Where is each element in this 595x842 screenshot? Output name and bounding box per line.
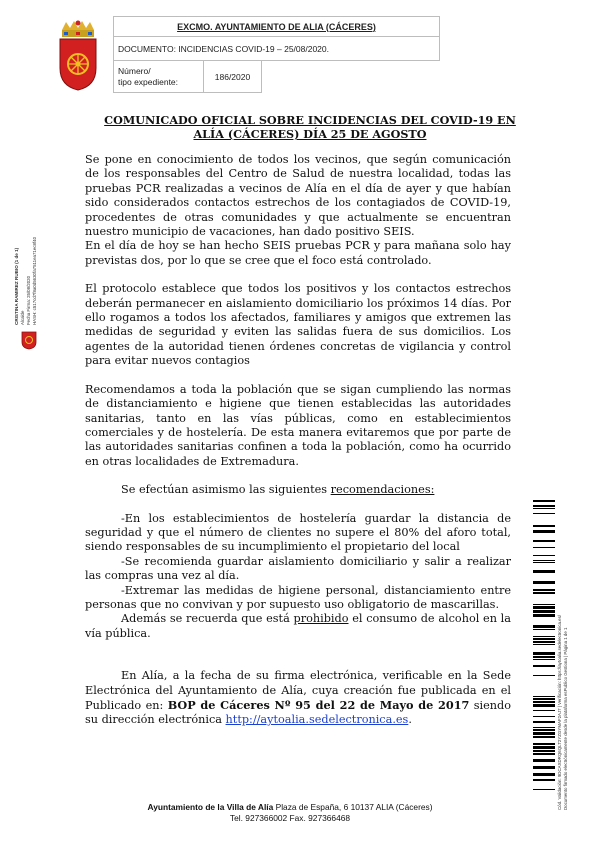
recommendations-word: recomendaciones: <box>330 483 435 497</box>
barcode-bar <box>533 652 555 655</box>
validation-platform: Documento firmado electrónicamente desde la plataforma esPublico Gestiona | Página 1 de 1 <box>563 627 568 810</box>
barcode-bar <box>533 625 555 628</box>
recommendation-1: -En los establecimientos de hostelería guardar la distancia de seguridad y que el número de clientes no supere el 80% del aforo total, siendo responsables de su incumplimiento el propietario del local <box>85 511 511 554</box>
barcode-bar <box>533 746 555 749</box>
barcode-bar <box>533 721 555 723</box>
barcode-bar <box>533 729 555 731</box>
header-title: EXCMO. AYUNTAMIENTO DE ALIA (CÁCERES) <box>114 17 440 37</box>
barcode-bar <box>533 500 555 502</box>
record-number-label-line1: Número/ <box>118 65 151 76</box>
barcode-bar <box>533 581 555 584</box>
barcode-bar <box>533 766 555 769</box>
barcode-bar <box>533 513 555 514</box>
document-field: DOCUMENTO: INCIDENCIAS COVID-19 – 25/08/2020. <box>114 37 440 61</box>
closing-paragraph: En Alía, a la fecha de su firma electrónica, verificable en la Sede Electrónica del Ayuntamiento de Alía, cuya creación fue publicada en el Publicado en: BOP de Cáceres Nº 95 del 22 de Mayo de 2017 siendo su dirección electrónica http://aytoalia.sedelectronica.es. <box>85 669 512 727</box>
paragraph-1: Se pone en conocimiento de todos los vecinos, que según comunicación de los responsables del Centro de Salud de nuestra localidad, todas las pruebas PCR realizadas a vecinos de Alía en el día de ayer y que habían sido considerados contactos estrechos de los contagiados de COVID-19, procedentes de otras comunidades y que actualmente se encuentran nuestro municipio de vacaciones, han dado positivo SEIS. <box>85 153 511 239</box>
signature-strip <box>14 155 54 325</box>
paragraph-4: Recomendamos a toda la población que se sigan cumpliendo las normas de distanciamiento e higiene que tienen establecidas las autoridades sanitarias, tanto en las vías públicas, como en establecimientos comerciales y de hostelería. De esta manera evitaremos que por parte de las autoridades sanitarias confinen a toda la población, como ha ocurrido en otras localidades de Extremadura. <box>85 382 511 468</box>
barcode-bar <box>533 704 555 707</box>
recommendation-2: -Se recomienda guardar aislamiento domiciliario y salir a realizar las compras una vez al día. <box>85 554 511 583</box>
signature-date: Fecha Firma: 25/08/2020 <box>26 275 31 325</box>
footer-org: Ayuntamiento de la Villa de Alía <box>147 802 274 812</box>
footer-address-line <box>90 802 490 813</box>
barcode-bar <box>533 732 555 735</box>
barcode <box>533 500 555 790</box>
barcode-bar <box>533 753 555 755</box>
signature-seal-icon <box>20 330 38 350</box>
footer-contact: Tel. 927366002 Fax. 927366468 <box>229 813 351 823</box>
record-number-label <box>114 61 204 93</box>
recommendations-intro: Se efectúan asimismo las siguientes recomendaciones: <box>121 483 435 497</box>
sede-link[interactable]: http://aytoalia.sedelectronica.es <box>225 713 409 727</box>
bop-reference: BOP de Cáceres Nº 95 del 22 de Mayo de 2017 <box>167 698 470 712</box>
barcode-bar <box>533 659 555 660</box>
header-table <box>113 16 440 93</box>
title-line-1: COMUNICADO OFICIAL SOBRE INCIDENCIAS DEL COVID-19 EN <box>104 113 516 127</box>
barcode-bar <box>533 636 555 637</box>
signature-hash: HASH: c517cd7f8a0d5630fa7511ea71ec8f40 <box>32 236 37 325</box>
barcode-bar <box>533 701 555 703</box>
barcode-bar <box>533 638 555 640</box>
barcode-bar <box>533 750 555 752</box>
validation-strip <box>557 520 587 810</box>
paragraph-2: En el día de hoy se han hecho SEIS pruebas PCR y para mañana solo hay previstas dos, por lo que se cree que el foco está controlado. <box>85 239 511 267</box>
barcode-bar <box>533 710 555 711</box>
footer-address: Plaza de España, 6 10137 ALIA (Cáceres) <box>273 802 433 812</box>
signer-name: CRISTINA RAMIREZ RUBIO (1 de 1) <box>14 247 19 325</box>
coat-of-arms-logo <box>52 20 104 92</box>
barcode-bar <box>533 779 555 781</box>
barcode-bar <box>533 570 555 573</box>
page-footer <box>90 802 490 824</box>
barcode-bar <box>533 641 555 643</box>
signer-role: Alcalde <box>20 310 25 325</box>
barcode-bar <box>533 665 555 667</box>
barcode-bar <box>533 629 555 630</box>
barcode-bar <box>533 716 555 717</box>
title-line-2: ALÍA (CÁCERES) DÍA 25 DE AGOSTO <box>193 127 427 141</box>
recommendation-3: -Extremar las medidas de higiene personal, distanciamiento entre personas que no convivan y por supuesto uso obligatorio de mascarillas. <box>85 583 511 611</box>
barcode-bar <box>533 562 555 563</box>
barcode-bar <box>533 547 555 548</box>
barcode-bar <box>533 508 555 509</box>
barcode-bar <box>533 505 555 507</box>
barcode-bar <box>533 525 555 527</box>
barcode-bar <box>533 759 555 762</box>
barcode-bar <box>533 656 555 658</box>
barcode-bar <box>533 675 555 676</box>
record-number-label-line2: tipo expediente: <box>118 76 179 87</box>
prohibited-word: prohibido <box>293 612 349 626</box>
barcode-bar <box>533 606 555 609</box>
document-body <box>85 153 511 728</box>
barcode-bar <box>533 736 555 738</box>
barcode-bar <box>533 614 555 617</box>
barcode-bar <box>533 530 555 533</box>
validation-code: Cód. Validación: 9DCAXDRQ6QLT2YZGYMAF2AJ7 | Verificación: https://aytoalia.sedelectronica.es/ <box>557 615 562 810</box>
barcode-bar <box>533 696 555 697</box>
record-number-value: 186/2020 <box>204 61 262 93</box>
barcode-bar <box>533 540 555 542</box>
barcode-bar <box>533 610 555 613</box>
barcode-bar <box>533 560 555 561</box>
barcode-bar <box>533 727 555 728</box>
barcode-bar <box>533 789 555 790</box>
barcode-bar <box>533 555 555 556</box>
barcode-bar <box>533 743 555 745</box>
barcode-bar <box>533 644 555 645</box>
barcode-bar <box>533 698 555 700</box>
document-title <box>100 113 520 141</box>
recommendation-4: Además se recuerda que está prohibido el consumo de alcohol en la vía pública. <box>85 612 511 640</box>
barcode-bar <box>533 773 555 776</box>
paragraph-3: El protocolo establece que todos los positivos y los contactos estrechos deberán permanecer en aislamiento domiciliario los próximos 14 días. Por ello rogamos a todos los afectados, familiares y amigos que extremen las medidas de seguridad y eviten las salidas fuera de sus domicilios. Los agentes de la autoridad tienen órdenes concretas de vigilancia y control para evitar nuevos contagios <box>85 282 511 368</box>
barcode-bar <box>533 589 555 591</box>
barcode-bar <box>533 604 555 605</box>
barcode-bar <box>533 592 555 594</box>
